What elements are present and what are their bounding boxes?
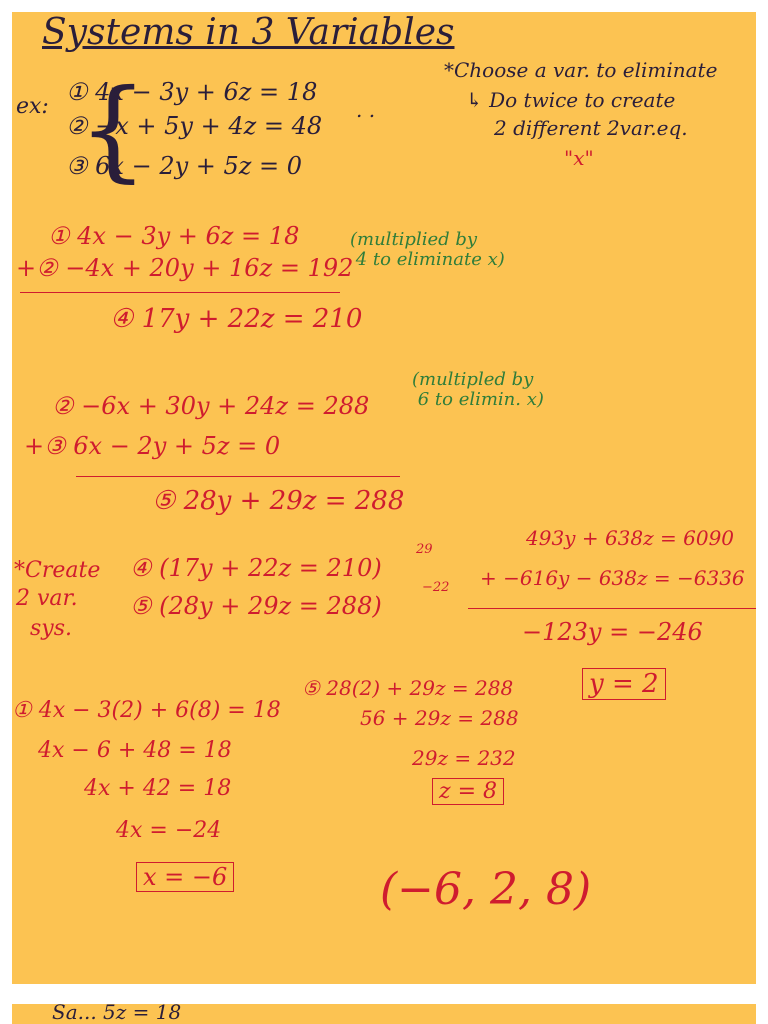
- solve-x-line-2: 4x − 6 + 48 = 18: [38, 738, 232, 763]
- example-eq-3: ③ 6x − 2y + 5z = 0: [66, 152, 303, 180]
- page-title: Systems in 3 Variables: [42, 12, 455, 53]
- solve-x-line-3: 4x + 42 = 18: [84, 776, 232, 801]
- step1-result: ④ 17y + 22z = 210: [110, 304, 363, 334]
- combine-result: −123y = −246: [522, 618, 703, 646]
- step1-divider: [20, 292, 340, 293]
- next-page-peek: [12, 1004, 756, 1024]
- solve-z-line-1: ⑤ 28(2) + 29z = 288: [302, 676, 514, 700]
- combine-divider: [468, 608, 756, 609]
- step2-note: [412, 370, 544, 410]
- tip-line-3: 2 different 2var.eq.: [494, 116, 688, 140]
- step2-eq-1: ② −6x + 30y + 24z = 288: [52, 392, 370, 420]
- step2-eq-2: +③ 6x − 2y + 5z = 0: [24, 432, 281, 460]
- step1-note: [350, 230, 505, 270]
- step2-result: ⑤ 28y + 29z = 288: [152, 486, 405, 516]
- tip-line-1: *Choose a var. to eliminate: [444, 58, 718, 82]
- example-label: ex:: [16, 94, 49, 119]
- combine-eq-1: 493y + 638z = 6090: [526, 526, 735, 550]
- step1-eq-1: ① 4x − 3y + 6z = 18: [48, 222, 300, 250]
- y-answer-box: y = 2: [582, 668, 666, 700]
- create-mult-5: −22: [422, 580, 450, 595]
- z-answer-box: z = 8: [432, 778, 504, 805]
- step2-note-text: (multipled by 6 to elimin. x): [412, 369, 544, 410]
- example-eq-2: ② −x + 5y + 4z = 48: [66, 112, 323, 140]
- solve-z-line-2: 56 + 29z = 288: [360, 706, 519, 730]
- example-brace: {: [78, 65, 148, 193]
- step1-note-text: (multiplied by 4 to eliminate x): [350, 229, 505, 270]
- create-label-2: 2 var.: [16, 586, 78, 611]
- next-page-text: Sa... 5z = 18: [52, 1004, 182, 1024]
- solve-z-line-3: 29z = 232: [412, 746, 516, 770]
- solution: (−6, 2, 8): [380, 864, 592, 915]
- step1-eq-2: +② −4x + 20y + 16z = 192: [16, 254, 354, 282]
- create-label-3: sys.: [30, 616, 73, 641]
- notebook-page: [12, 12, 756, 984]
- tip-line-4: "x": [564, 146, 594, 170]
- x-answer-box: x = −6: [136, 862, 234, 892]
- step2-divider: [76, 476, 400, 477]
- create-label-1: *Create: [14, 558, 101, 583]
- tip-line-2: ↳ Do twice to create: [466, 88, 676, 112]
- combine-eq-2: + −616y − 638z = −6336: [480, 566, 745, 590]
- solve-x-line-4: 4x = −24: [116, 818, 222, 843]
- example-eq-1: ① 4x − 3y + 6z = 18: [66, 78, 318, 106]
- create-eq-4: ④ (17y + 22z = 210): [130, 554, 382, 582]
- create-eq-5: ⑤ (28y + 29z = 288): [130, 592, 382, 620]
- create-mult-4: 29: [416, 542, 433, 557]
- example-dots: . .: [356, 98, 376, 122]
- solve-x-line-1: ① 4x − 3(2) + 6(8) = 18: [12, 698, 281, 723]
